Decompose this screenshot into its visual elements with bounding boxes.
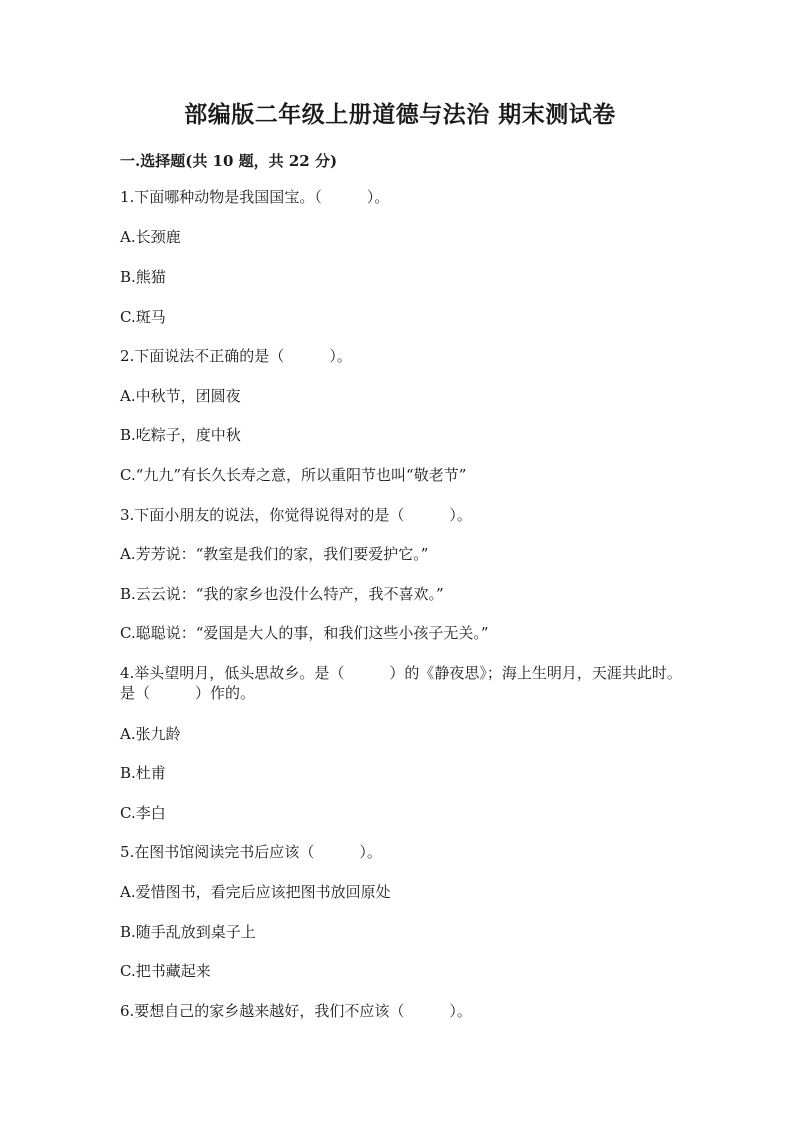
answer-option: B.云云说：“我的家乡也没什么特产，我不喜欢。”	[120, 585, 444, 603]
answer-option: A.长颈鹿	[120, 228, 181, 246]
page-title: 部编版二年级上册道德与法治 期末测试卷	[184, 101, 616, 128]
question-text: 5.在图书馆阅读完书后应该（ ）。	[120, 843, 382, 861]
answer-option: B.熊猫	[120, 268, 166, 286]
question-text: 3.下面小朋友的说法，你觉得说得对的是（ ）。	[120, 506, 472, 524]
answer-option: B.随手乱放到桌子上	[120, 923, 256, 941]
answer-option: C.李白	[120, 804, 166, 822]
question-text: 1.下面哪种动物是我国国宝。（ ）。	[120, 188, 390, 206]
answer-option: B.吃粽子，度中秋	[120, 426, 241, 444]
answer-option: C.把书藏起来	[120, 962, 211, 980]
section-heading: 一.选择题(共 10 题，共 22 分)	[120, 152, 338, 170]
answer-option: C.“九九”有长久长寿之意，所以重阳节也叫“敬老节”	[120, 466, 467, 484]
answer-option: A.爱惜图书，看完后应该把图书放回原处	[120, 883, 391, 901]
answer-option: C.聪聪说：“爱国是大人的事，和我们这些小孩子无关。”	[120, 624, 489, 642]
question-text: 4.举头望明月，低头思故乡。是（ ）的《静夜思》；海上生明月，天涯共此时。是（ ）作的。	[120, 664, 682, 702]
answer-option: C.斑马	[120, 308, 166, 326]
question-text: 6.要想自己的家乡越来越好，我们不应该（ ）。	[120, 1002, 472, 1020]
answer-option: A.张九龄	[120, 725, 181, 743]
answer-option: A.芳芳说：“教室是我们的家，我们要爱护它。”	[120, 545, 429, 563]
answer-option: A.中秋节，团圆夜	[120, 387, 241, 405]
question-text: 2.下面说法不正确的是（ ）。	[120, 347, 352, 365]
answer-option: B.杜甫	[120, 764, 166, 782]
